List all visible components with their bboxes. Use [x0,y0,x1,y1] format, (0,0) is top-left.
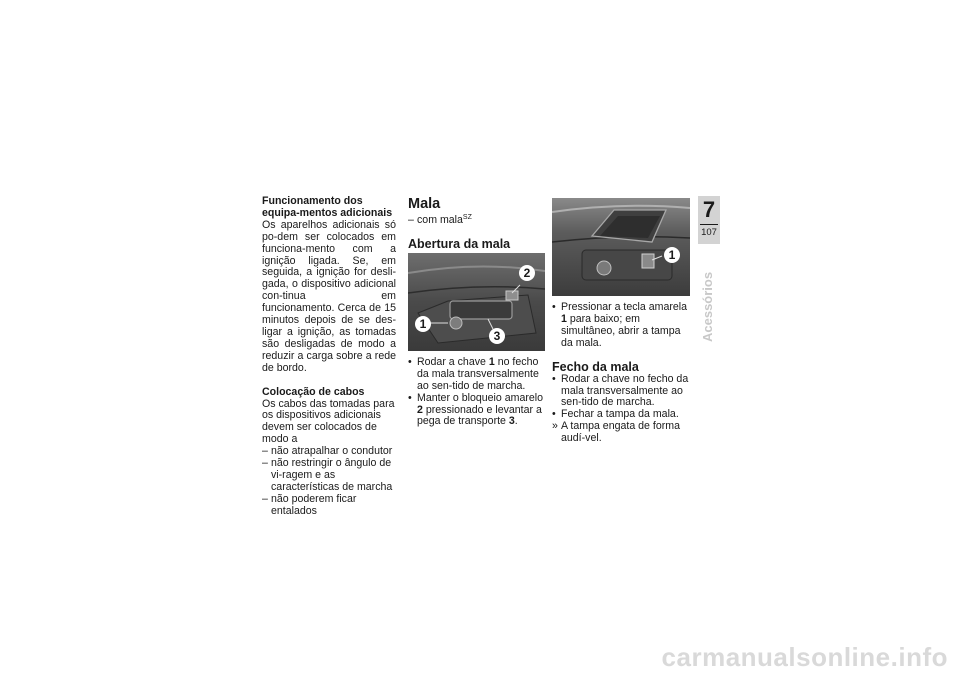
photo-case-lid [552,198,690,296]
paragraph-additional-equipment: Os aparelhos adicionais só po-dem ser colocados em funciona-mento com a ignição ligada. Se, em seguida, a ignição for desli-gada, o dispositivo adicional con-tinua em funcionamento. Cerca de 15 minutos depois de se des-ligar a ignição, as tomadas são desligadas de modo a reduzir a carga sobre a rede de bordo. [262,218,396,374]
paragraph-cable-routing: Os cabos das tomadas para os dispositivos adicionais devem ser colocados de modo a [262,397,395,446]
column-3 [552,196,692,445]
cable-routing-list [262,446,396,517]
callout-label-3: 3 [493,328,501,343]
lid-opening-steps [552,302,692,350]
callout-label-1: 1 [419,316,427,331]
option-code: SZ [462,214,472,221]
list-item: » A tampa engata de forma audí-vel. [552,421,692,445]
list-item: • Fechar a tampa da mala. [552,409,692,421]
option-text: com mala [417,214,463,226]
list-item: • Rodar a chave no fecho da mala transversalmente ao sen-tido de marcha. [552,374,692,410]
closing-steps [552,374,692,422]
column-2 [408,196,545,428]
list-item: • Rodar a chave 1 no fecho da mala transversalmente ao sen-tido de marcha. [408,357,545,393]
callout-label-2: 2 [523,265,531,280]
closing-result [552,421,692,445]
opening-steps [408,357,545,428]
page-number: 107 [701,227,717,238]
heading-additional-equipment: Funcionamento dos equipa-mentos adicionais [262,195,393,219]
list-item: – não restringir o ângulo de vi-ragem e as características de marcha [262,458,396,494]
section-title-case: Mala [408,196,441,212]
watermark: carmanualsonline.info [661,642,948,672]
photo-case-handle [408,253,545,351]
chapter-title: Acessórios [700,271,715,342]
callout-label-1: 1 [668,248,676,262]
heading-cable-routing: Colocação de cabos [262,385,365,398]
list-item: – não poderem ficar entalados [262,494,396,518]
column-1 [262,196,396,518]
chapter-divider [700,224,718,225]
option-list [408,215,545,227]
chapter-number: 7 [702,197,716,222]
list-item: • Pressionar a tecla amarela 1 para baixo; em simultâneo, abrir a tampa da mala. [552,302,692,350]
heading-closing-case: Fecho da mala [552,359,639,374]
list-item: • Manter o bloqueio amarelo 2 pressionado e levantar a pega de transporte 3. [408,393,545,429]
option-item [408,215,545,227]
heading-opening-case: Abertura da mala [408,236,511,251]
list-item: – não atrapalhar o condutor [262,446,396,458]
